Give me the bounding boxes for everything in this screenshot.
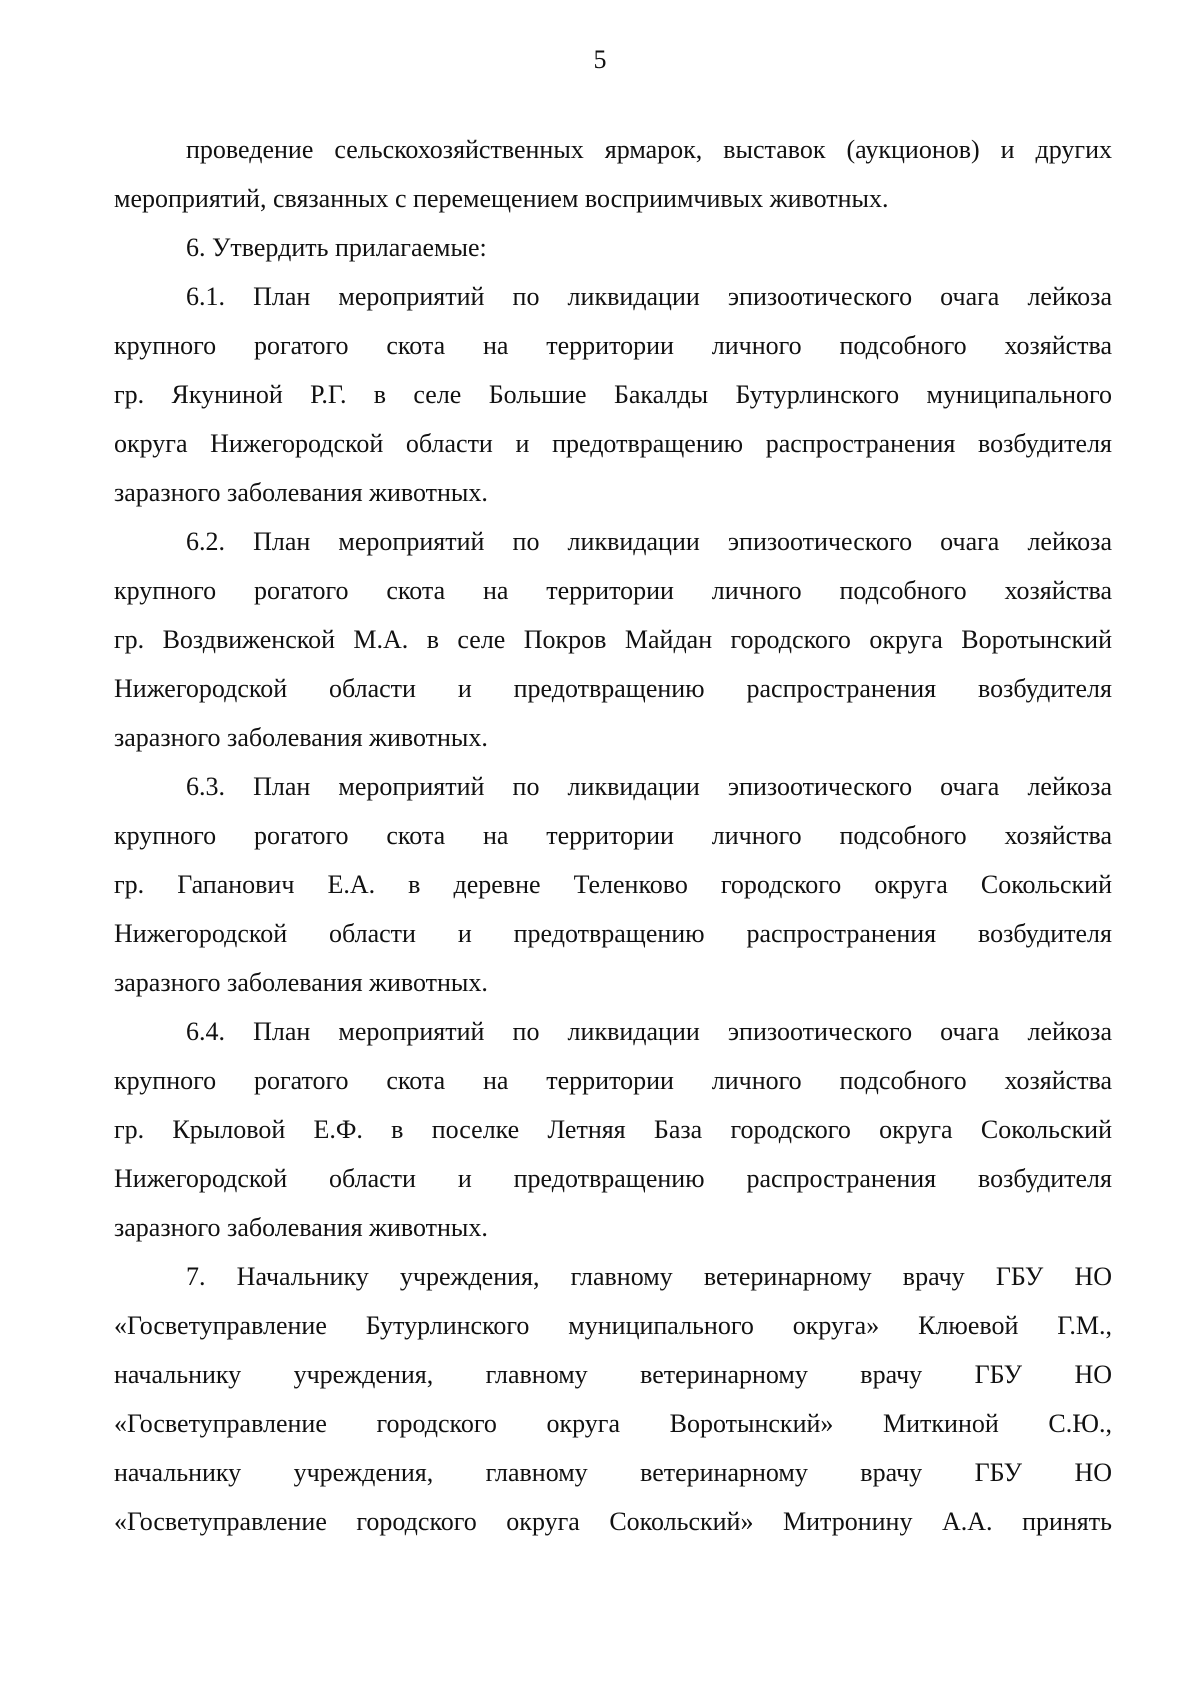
text-line: 6.3. План мероприятий по ликвидации эпизоотического очага лейкоза — [186, 772, 1112, 801]
text-line: гр. Воздвиженской М.А. в селе Покров Майдан городского округа Воротынский — [114, 625, 1112, 654]
text-line: гр. Крыловой Е.Ф. в поселке Летняя База городского округа Сокольский — [114, 1115, 1112, 1144]
text-line: начальнику учреждения, главному ветеринарному врачу ГБУ НО — [114, 1360, 1112, 1389]
text-line: «Госветуправление Бутурлинского муниципального округа» Клюевой Г.М., — [114, 1311, 1112, 1340]
document-body — [114, 125, 1112, 1546]
page-number: 5 — [593, 45, 607, 74]
text-line: Нижегородской области и предотвращению распространения возбудителя — [114, 674, 1112, 703]
text-line: заразного заболевания животных. — [114, 1213, 488, 1242]
text-line: крупного рогатого скота на территории личного подсобного хозяйства — [114, 331, 1112, 360]
text-line: проведение сельскохозяйственных ярмарок, выставок (аукционов) и других — [186, 135, 1112, 164]
text-line: гр. Гапанович Е.А. в деревне Теленково городского округа Сокольский — [114, 870, 1112, 899]
text-line: заразного заболевания животных. — [114, 723, 488, 752]
text-line: заразного заболевания животных. — [114, 478, 488, 507]
text-line: округа Нижегородской области и предотвращению распространения возбудителя — [114, 429, 1112, 458]
text-line: Нижегородской области и предотвращению распространения возбудителя — [114, 1164, 1112, 1193]
text-line: начальнику учреждения, главному ветеринарному врачу ГБУ НО — [114, 1458, 1112, 1487]
text-line: крупного рогатого скота на территории личного подсобного хозяйства — [114, 1066, 1112, 1095]
text-line: 6.4. План мероприятий по ликвидации эпизоотического очага лейкоза — [186, 1017, 1112, 1046]
text-line: 7. Начальнику учреждения, главному ветеринарному врачу ГБУ НО — [186, 1262, 1112, 1291]
text-line: крупного рогатого скота на территории личного подсобного хозяйства — [114, 576, 1112, 605]
text-line: заразного заболевания животных. — [114, 968, 488, 997]
text-line: гр. Якуниной Р.Г. в селе Большие Бакалды Бутурлинского муниципального — [114, 380, 1112, 409]
text-line: 6. Утвердить прилагаемые: — [186, 233, 487, 262]
text-line: «Госветуправление городского округа Сокольский» Митронину А.А. принять — [114, 1507, 1112, 1536]
text-line: мероприятий, связанных с перемещением восприимчивых животных. — [114, 184, 889, 213]
text-line: крупного рогатого скота на территории личного подсобного хозяйства — [114, 821, 1112, 850]
text-line: «Госветуправление городского округа Воротынский» Миткиной С.Ю., — [114, 1409, 1112, 1438]
text-line: Нижегородской области и предотвращению распространения возбудителя — [114, 919, 1112, 948]
text-line: 6.2. План мероприятий по ликвидации эпизоотического очага лейкоза — [186, 527, 1112, 556]
text-line: 6.1. План мероприятий по ликвидации эпизоотического очага лейкоза — [186, 282, 1112, 311]
